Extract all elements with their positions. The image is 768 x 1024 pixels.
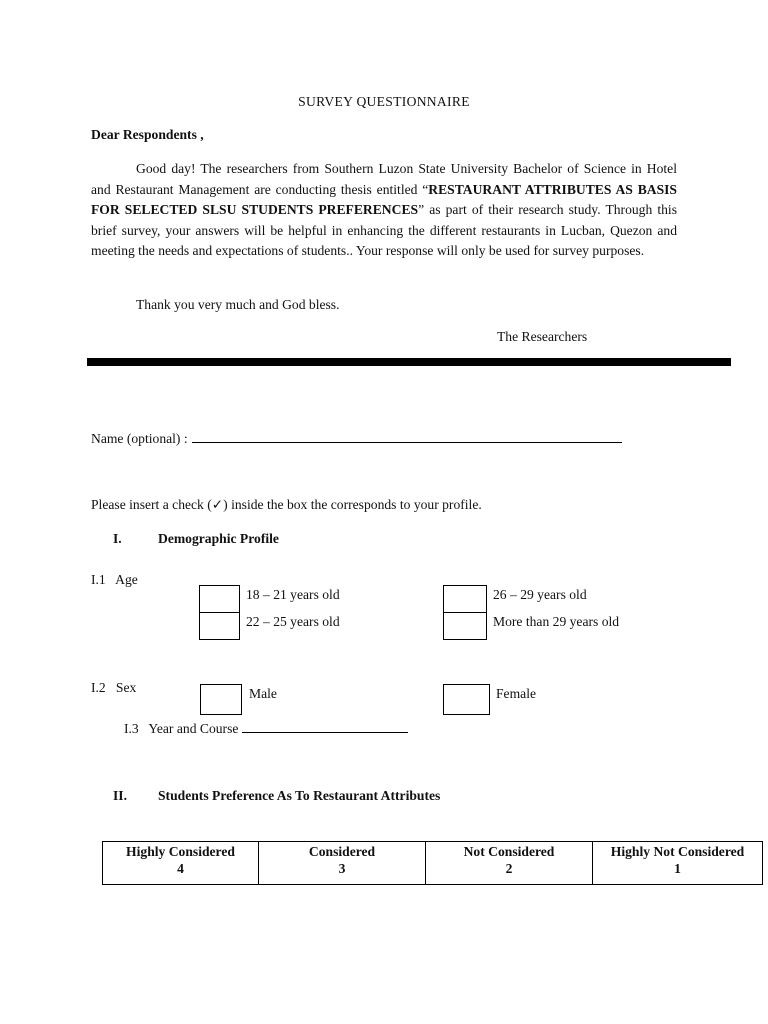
scale-value: 3: [338, 861, 346, 876]
survey-title: SURVEY QUESTIONNAIRE: [298, 94, 470, 109]
age-26-29-checkbox[interactable]: [443, 585, 487, 613]
intro-paragraph: [91, 159, 677, 262]
age-over-29-checkbox[interactable]: [443, 612, 487, 640]
scale-label: Highly Not Considered: [610, 844, 745, 859]
sex-female-checkbox[interactable]: [443, 684, 490, 715]
greeting: Dear Respondents ,: [91, 127, 204, 142]
scale-value: 2: [505, 861, 513, 876]
sex-label: I.2 Sex: [91, 680, 137, 695]
intro-text-part1: Good day! The researchers from Southern Luzon State University Bachelor of Science in Hotel and Restaurant Management are conducting thesis entitled “: [91, 161, 677, 197]
age-option-22-25: 22 – 25 years old: [246, 614, 340, 629]
scale-value: 4: [177, 861, 184, 876]
scale-cell-highly-considered: [103, 842, 259, 885]
name-field-row: [91, 430, 622, 447]
name-input-line[interactable]: [192, 430, 622, 443]
section2-number: II.: [113, 788, 127, 803]
age-option-over-29: More than 29 years old: [493, 614, 620, 629]
scale-label: Highly Considered: [126, 844, 235, 859]
check-instruction: Please insert a check (✓) inside the box the corresponds to your profile.: [91, 497, 482, 512]
scale-label: Not Considered: [463, 844, 555, 859]
section1-number: I.: [113, 531, 122, 546]
year-course-label: I.3 Year and Course: [124, 721, 239, 736]
year-course-row: [124, 720, 408, 737]
scale-label: Considered: [308, 844, 376, 859]
rating-scale-table: [102, 841, 763, 885]
year-course-input-line[interactable]: [242, 720, 408, 733]
signature: The Researchers: [497, 329, 588, 344]
age-option-18-21: 18 – 21 years old: [246, 587, 340, 602]
age-22-25-checkbox[interactable]: [199, 612, 240, 640]
section1-title: Demographic Profile: [158, 531, 279, 546]
section2-title: Students Preference As To Restaurant Attributes: [158, 788, 441, 803]
sex-option-male: Male: [249, 686, 277, 701]
scale-value: 1: [674, 861, 681, 876]
scale-cell-considered: [259, 842, 426, 885]
scale-cell-not-considered: [426, 842, 593, 885]
thesis-title: RESTAURANT ATTRIBUTES AS BASIS FOR SELECTED SLSU STUDENTS PREFERENCES: [91, 181, 677, 218]
sex-option-female: Female: [496, 686, 537, 701]
section-divider: [87, 358, 731, 366]
sex-male-checkbox[interactable]: [200, 684, 242, 715]
thanks-text: Thank you very much and God bless.: [136, 297, 340, 312]
intro-text-part2: ” as part of their research study. Through this brief survey, your answers will be helpful in enhancing the different restaurants in Lucban, Quezon and meeting the needs and expectations of students.. Your response will only be used for survey purposes.: [91, 202, 678, 259]
age-18-21-checkbox[interactable]: [199, 585, 240, 613]
scale-cell-highly-not-considered: [593, 842, 763, 885]
age-label: I.1 Age: [91, 572, 138, 587]
name-label: Name (optional) :: [91, 431, 188, 446]
age-option-26-29: 26 – 29 years old: [493, 587, 587, 602]
